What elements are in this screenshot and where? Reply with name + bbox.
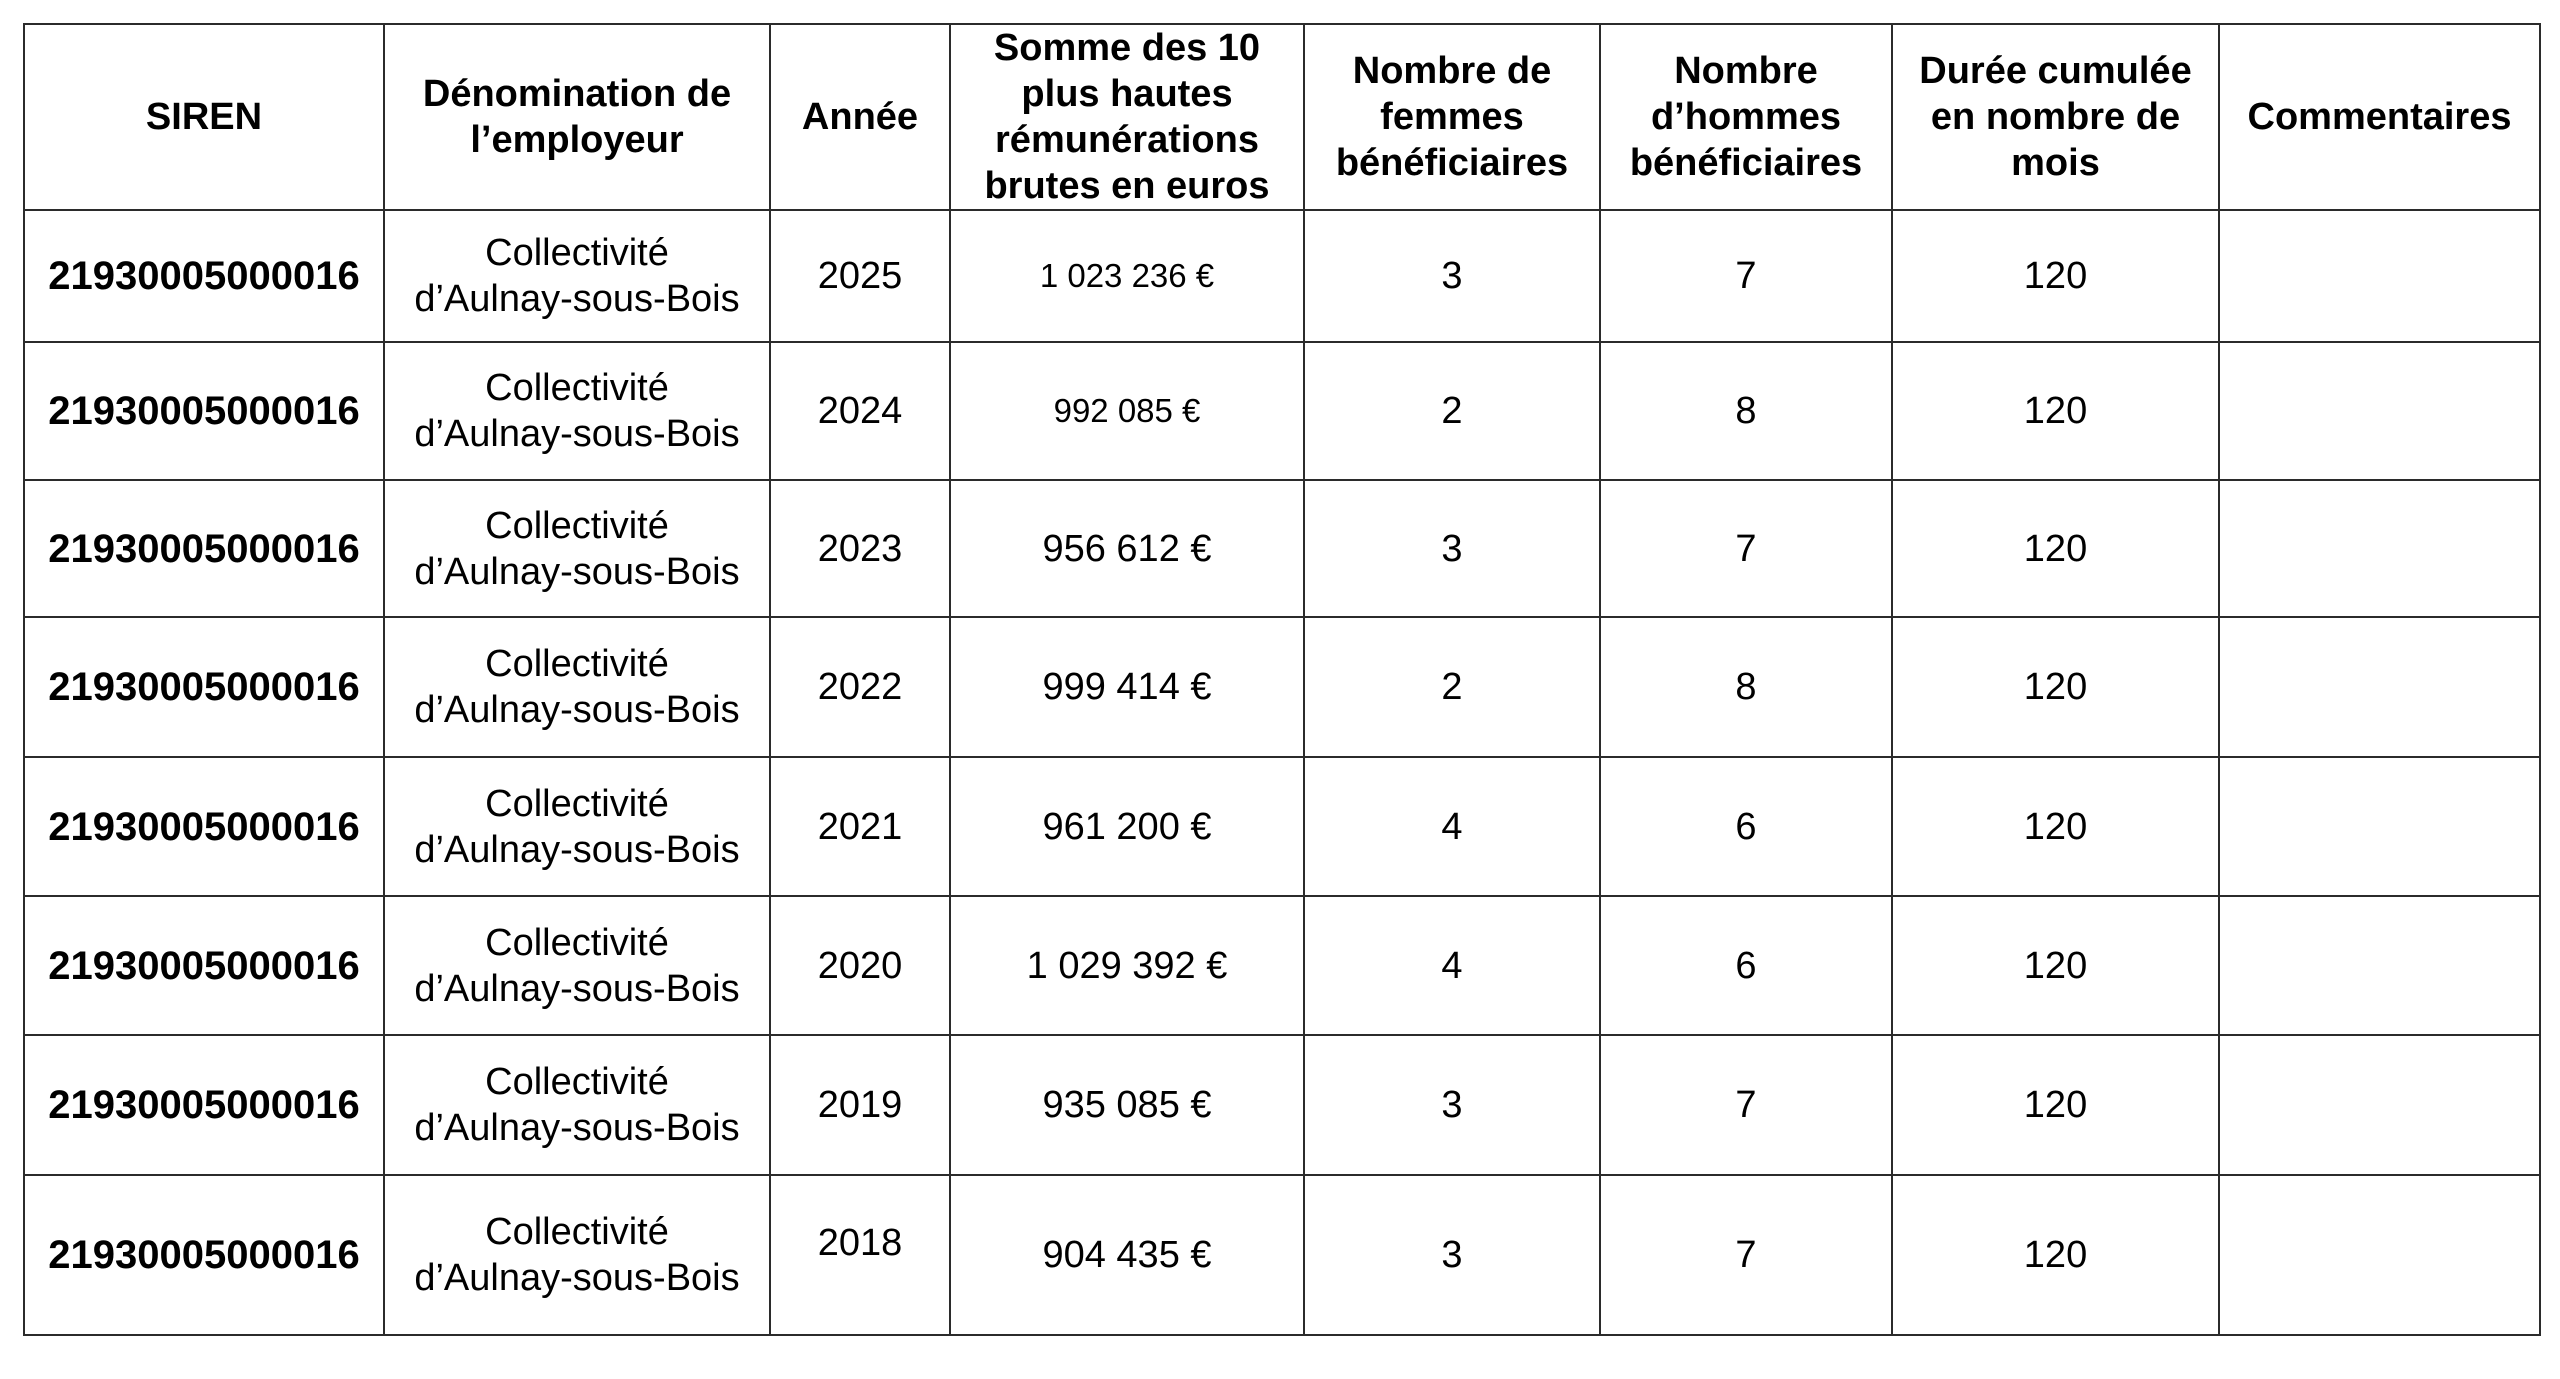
employer-name-cell — [384, 617, 770, 757]
employer-name-line1: Collectivité — [485, 643, 669, 685]
employer-name-cell — [384, 896, 770, 1035]
header-comments: Commentaires — [2219, 24, 2540, 210]
months-cell: 120 — [1892, 1175, 2219, 1335]
siren-cell: 21930005000016 — [24, 1035, 384, 1175]
amount-cell: 961 200 € — [950, 757, 1304, 896]
year-cell: 2022 — [770, 617, 950, 757]
employer-name-cell — [384, 480, 770, 617]
months-cell: 120 — [1892, 480, 2219, 617]
employer-name-line2: d’Aulnay-sous-Bois — [414, 1257, 740, 1299]
months-cell: 120 — [1892, 342, 2219, 480]
comment-cell — [2219, 210, 2540, 342]
months-cell: 120 — [1892, 896, 2219, 1035]
women-count-cell: 2 — [1304, 617, 1600, 757]
women-count-cell: 2 — [1304, 342, 1600, 480]
year-cell: 2025 — [770, 210, 950, 342]
siren-cell: 21930005000016 — [24, 896, 384, 1035]
table-row — [24, 1175, 2540, 1335]
women-count-cell: 3 — [1304, 1035, 1600, 1175]
header-women-count: Nombre de femmes bénéficiaires — [1304, 24, 1600, 210]
men-count-cell: 8 — [1600, 617, 1892, 757]
men-count-cell: 8 — [1600, 342, 1892, 480]
employer-name-cell — [384, 342, 770, 480]
men-count-cell: 6 — [1600, 757, 1892, 896]
employer-name-line2: d’Aulnay-sous-Bois — [414, 828, 740, 871]
amount-cell: 904 435 € — [950, 1175, 1304, 1335]
year-cell — [770, 1175, 950, 1335]
table-row — [24, 210, 2540, 342]
employer-name-line2: d’Aulnay-sous-Bois — [414, 550, 740, 593]
header-siren: SIREN — [24, 24, 384, 210]
comment-cell — [2219, 480, 2540, 617]
amount-cell: 956 612 € — [950, 480, 1304, 617]
table-row — [24, 757, 2540, 896]
amount-cell: 992 085 € — [950, 342, 1304, 480]
employer-name-cell — [384, 757, 770, 896]
employer-name-line1: Collectivité — [485, 367, 669, 409]
year-cell: 2021 — [770, 757, 950, 896]
amount-cell: 1 029 392 € — [950, 896, 1304, 1035]
employer-name-line1: Collectivité — [485, 921, 669, 964]
header-year: Année — [770, 24, 950, 210]
comment-cell — [2219, 342, 2540, 480]
employer-name-line1: Collectivité — [485, 782, 669, 825]
table-row — [24, 480, 2540, 617]
remuneration-table — [23, 23, 2541, 1336]
comment-cell — [2219, 617, 2540, 757]
employer-name-line1: Collectivité — [485, 1211, 669, 1253]
siren-cell: 21930005000016 — [24, 757, 384, 896]
employer-name-line2: d’Aulnay-sous-Bois — [414, 278, 740, 320]
year-value: 2018 — [817, 1222, 903, 1264]
months-cell: 120 — [1892, 210, 2219, 342]
year-cell: 2024 — [770, 342, 950, 480]
men-count-cell: 7 — [1600, 1175, 1892, 1335]
table-row — [24, 617, 2540, 757]
employer-name-line1: Collectivité — [485, 232, 669, 274]
siren-cell: 21930005000016 — [24, 1175, 384, 1335]
comment-cell — [2219, 896, 2540, 1035]
employer-name-line2: d’Aulnay-sous-Bois — [414, 967, 740, 1010]
table-row — [24, 1035, 2540, 1175]
employer-name-line2: d’Aulnay-sous-Bois — [414, 413, 740, 455]
women-count-cell: 4 — [1304, 757, 1600, 896]
year-cell: 2023 — [770, 480, 950, 617]
months-cell: 120 — [1892, 1035, 2219, 1175]
men-count-cell: 7 — [1600, 1035, 1892, 1175]
men-count-cell: 7 — [1600, 480, 1892, 617]
employer-name-line2: d’Aulnay-sous-Bois — [414, 689, 740, 731]
year-cell: 2020 — [770, 896, 950, 1035]
table-row — [24, 896, 2540, 1035]
employer-name-cell — [384, 1035, 770, 1175]
comment-cell — [2219, 757, 2540, 896]
table-row — [24, 342, 2540, 480]
header-top10-sum: Somme des 10 plus hautes rémunérations brutes en euros — [950, 24, 1304, 210]
year-cell: 2019 — [770, 1035, 950, 1175]
employer-name-cell — [384, 1175, 770, 1335]
header-employer-name: Dénomination de l’employeur — [384, 24, 770, 210]
employer-name-cell — [384, 210, 770, 342]
months-cell: 120 — [1892, 617, 2219, 757]
siren-cell: 21930005000016 — [24, 210, 384, 342]
header-cumulative-months: Durée cumulée en nombre de mois — [1892, 24, 2219, 210]
amount-cell: 1 023 236 € — [950, 210, 1304, 342]
siren-cell: 21930005000016 — [24, 617, 384, 757]
men-count-cell: 7 — [1600, 210, 1892, 342]
women-count-cell: 3 — [1304, 480, 1600, 617]
siren-cell: 21930005000016 — [24, 480, 384, 617]
amount-cell: 999 414 € — [950, 617, 1304, 757]
women-count-cell: 3 — [1304, 1175, 1600, 1335]
amount-cell: 935 085 € — [950, 1035, 1304, 1175]
employer-name-line1: Collectivité — [485, 504, 669, 547]
employer-name-line1: Collectivité — [485, 1061, 669, 1103]
remuneration-table-container — [23, 23, 2541, 1336]
employer-name-line2: d’Aulnay-sous-Bois — [414, 1107, 740, 1149]
header-men-count: Nombre d’hommes bénéficiaires — [1600, 24, 1892, 210]
comment-cell — [2219, 1035, 2540, 1175]
months-cell: 120 — [1892, 757, 2219, 896]
comment-cell — [2219, 1175, 2540, 1335]
women-count-cell: 3 — [1304, 210, 1600, 342]
women-count-cell: 4 — [1304, 896, 1600, 1035]
header-row — [24, 24, 2540, 210]
men-count-cell: 6 — [1600, 896, 1892, 1035]
siren-cell: 21930005000016 — [24, 342, 384, 480]
